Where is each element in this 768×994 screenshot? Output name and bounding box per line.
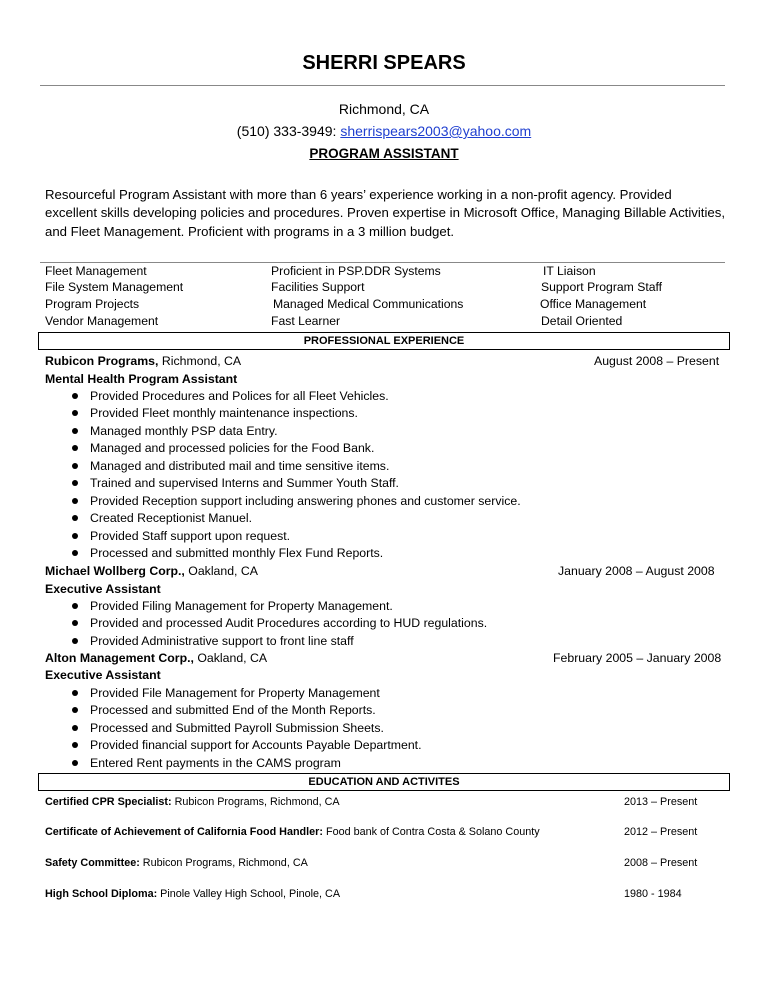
job-bullet: Provided financial support for Accounts Payable Department. <box>90 738 422 752</box>
bullet-dot <box>72 742 78 748</box>
education-dates: 1980 - 1984 <box>624 888 682 900</box>
skill-item: File System Management <box>45 280 184 294</box>
education-detail: Rubicon Programs, Richmond, CA <box>171 796 340 808</box>
education-label: Certificate of Achievement of California Food Handler: <box>45 826 323 838</box>
company-name: Rubicon Programs, <box>45 354 159 368</box>
education-heading: EDUCATION AND ACTIVITES <box>38 773 730 791</box>
education-label: Certified CPR Specialist: <box>45 796 172 808</box>
job-bullet: Processed and submitted End of the Month Reports. <box>90 703 376 717</box>
job-dates: February 2005 – January 2008 <box>553 651 722 665</box>
job-bullet: Managed and processed policies for the Food Bank. <box>90 441 375 455</box>
job-bullet: Managed monthly PSP data Entry. <box>90 424 278 438</box>
bullet-dot <box>72 760 78 766</box>
bullet-dot <box>72 638 78 644</box>
header-divider <box>40 85 725 86</box>
job-bullet: Provided Filing Management for Property Management. <box>90 599 393 613</box>
bullet-dot <box>72 603 78 609</box>
job-bullet: Trained and supervised Interns and Summer Youth Staff. <box>90 476 399 490</box>
job-bullet: Entered Rent payments in the CAMS program <box>90 756 341 770</box>
company-location: Oakland, CA <box>193 651 268 665</box>
skill-item: Vendor Management <box>45 314 159 328</box>
job-dates: January 2008 – August 2008 <box>558 564 715 578</box>
skill-item: Fast Learner <box>271 314 341 328</box>
candidate-name: SHERRI SPEARS <box>302 52 466 74</box>
bullet-dot <box>72 533 78 539</box>
education-detail: Pinole Valley High School, Pinole, CA <box>157 888 341 900</box>
education-dates: 2008 – Present <box>624 857 698 869</box>
experience-heading: PROFESSIONAL EXPERIENCE <box>38 332 730 350</box>
job-bullet: Provided Staff support upon request. <box>90 529 291 543</box>
bullet-dot <box>72 498 78 504</box>
job-company-line <box>45 564 258 578</box>
email-link[interactable]: sherrispears2003@yahoo.com <box>340 123 532 139</box>
summary-paragraph: Resourceful Program Assistant with more than 6 years’ experience working in a non-profit agency. Provided excellent skills developing policies and procedures. Proven expertise in Microsoft Office, Managing Billable Activities, and Fleet Management. Proficient with programs in a 3 million budget. <box>45 187 725 239</box>
bullet-dot <box>72 445 78 451</box>
bullet-dot <box>72 690 78 696</box>
job-bullet: Provided Procedures and Polices for all Fleet Vehicles. <box>90 389 389 403</box>
company-location: Richmond, CA <box>158 354 242 368</box>
skill-item: Proficient in PSP.DDR Systems <box>271 264 441 278</box>
bullet-dot <box>72 463 78 469</box>
bullet-dot <box>72 428 78 434</box>
job-bullet: Processed and submitted monthly Flex Fund Reports. <box>90 546 384 560</box>
education-item <box>45 888 340 900</box>
job-dates: August 2008 – Present <box>594 354 720 368</box>
bullet-dot <box>72 550 78 556</box>
job-bullet: Provided File Management for Property Management <box>90 686 380 700</box>
education-item <box>45 826 540 838</box>
bullet-dot <box>72 393 78 399</box>
phone: (510) 333-3949: <box>236 123 341 139</box>
company-name: Alton Management Corp., <box>45 651 194 665</box>
bullet-dot <box>72 620 78 626</box>
education-item <box>45 796 340 808</box>
job-role: Executive Assistant <box>45 668 161 682</box>
job-bullet: Processed and Submitted Payroll Submission Sheets. <box>90 721 384 735</box>
job-company-line <box>45 354 241 368</box>
education-item <box>45 857 308 869</box>
education-dates: 2012 – Present <box>624 826 698 838</box>
skill-item: Fleet Management <box>45 264 147 278</box>
job-bullet: Created Receptionist Manuel. <box>90 511 252 525</box>
job-role: Executive Assistant <box>45 582 161 596</box>
job-bullet: Managed and distributed mail and time sensitive items. <box>90 459 390 473</box>
job-role: Mental Health Program Assistant <box>45 372 238 386</box>
job-title: PROGRAM ASSISTANT <box>309 146 459 161</box>
bullet-dot <box>72 707 78 713</box>
skill-item: Facilities Support <box>271 280 365 294</box>
education-label: Safety Committee: <box>45 857 140 869</box>
job-company-line <box>45 651 267 665</box>
job-bullet: Provided Reception support including answering phones and customer service. <box>90 494 521 508</box>
bullet-dot <box>72 410 78 416</box>
education-label: High School Diploma: <box>45 888 158 900</box>
job-bullet: Provided Administrative support to front line staff <box>90 634 354 648</box>
job-bullet: Provided Fleet monthly maintenance inspections. <box>90 406 358 420</box>
skill-item: Office Management <box>540 297 647 311</box>
skill-item: Program Projects <box>45 297 140 311</box>
job-title-line <box>0 145 768 161</box>
skills-top-divider <box>40 262 725 263</box>
skill-item: Detail Oriented <box>541 314 623 328</box>
education-detail: Rubicon Programs, Richmond, CA <box>139 857 308 869</box>
education-dates: 2013 – Present <box>624 796 698 808</box>
bullet-dot <box>72 480 78 486</box>
skill-item: IT Liaison <box>543 264 596 278</box>
company-location: Oakland, CA <box>184 564 258 578</box>
job-bullet: Provided and processed Audit Procedures according to HUD regulations. <box>90 616 488 630</box>
contact-line <box>0 123 768 139</box>
location: Richmond, CA <box>338 101 430 117</box>
education-detail: Food bank of Contra Costa & Solano County <box>322 826 540 838</box>
bullet-dot <box>72 725 78 731</box>
skill-item: Managed Medical Communications <box>273 297 464 311</box>
company-name: Michael Wollberg Corp., <box>45 564 185 578</box>
skill-item: Support Program Staff <box>541 280 663 294</box>
bullet-dot <box>72 515 78 521</box>
